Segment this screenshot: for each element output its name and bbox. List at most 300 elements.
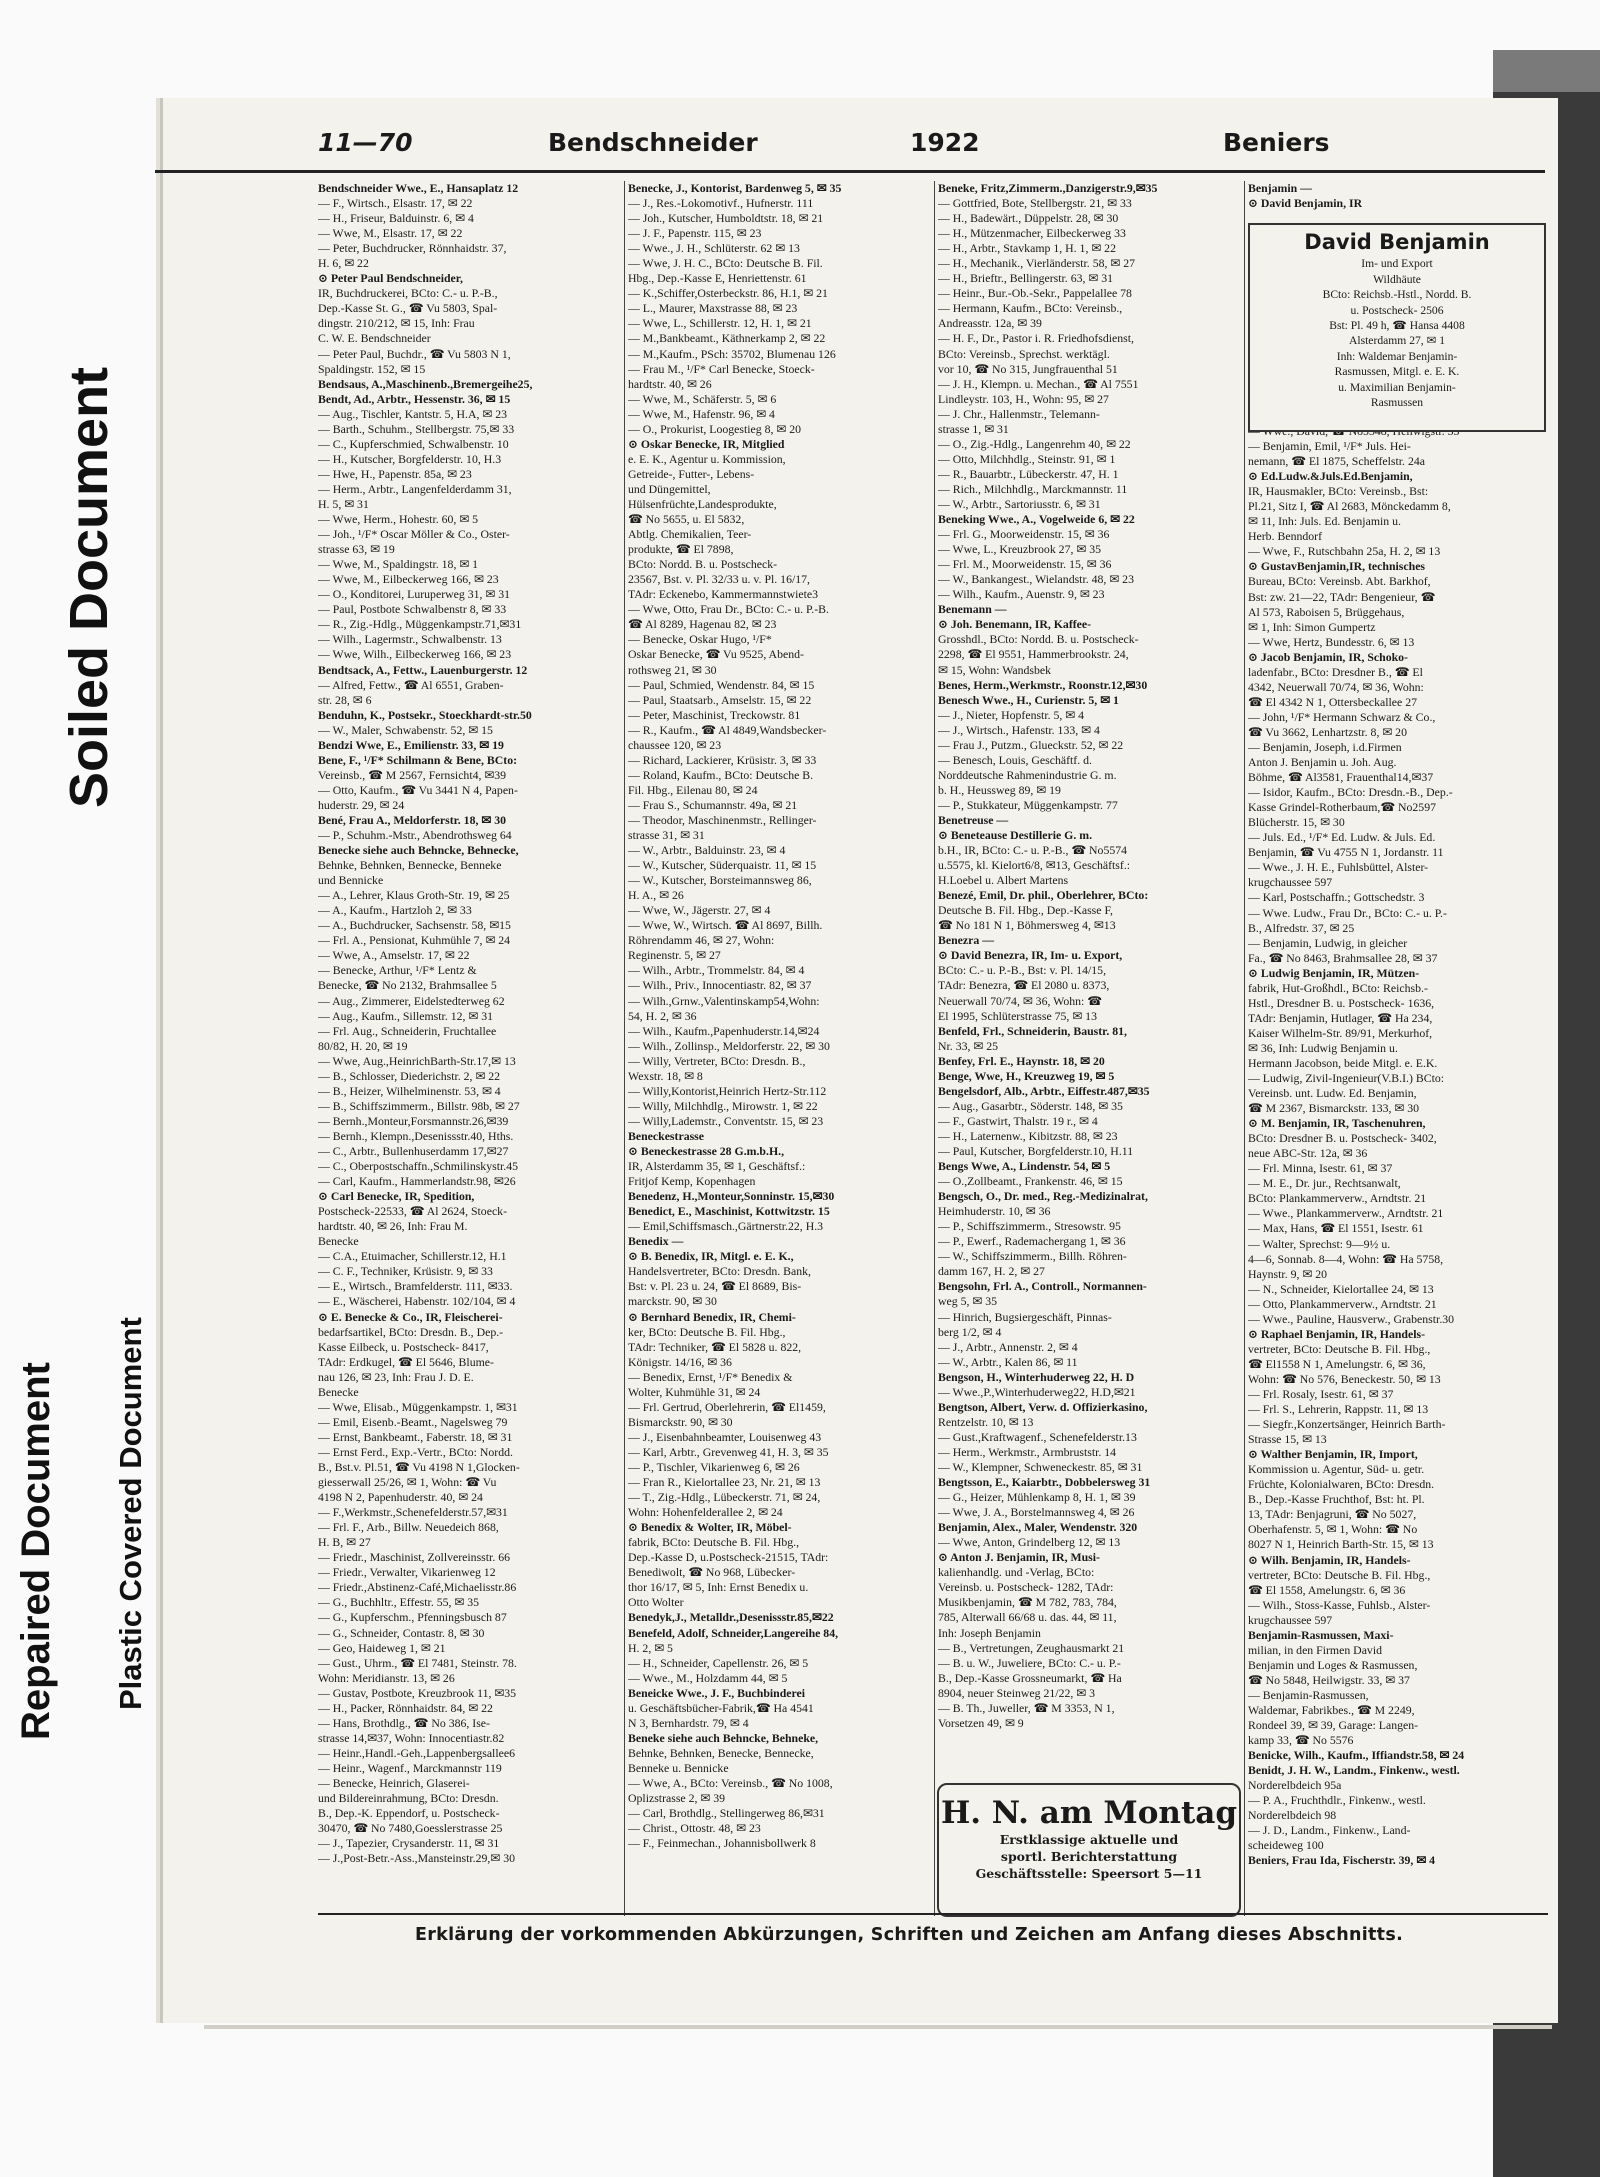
directory-entry: — H., Mechanik., Vierländerstr. 58, ✉ 27 xyxy=(938,256,1136,271)
directory-entry: BCto: Plankammerverw., Arndtstr. 21 xyxy=(1248,1191,1427,1206)
directory-entry: Benecke xyxy=(318,1234,359,1249)
directory-entry: TAdr: Benezra, ☎ El 2080 u. 8373, xyxy=(938,978,1110,993)
directory-entry: — Willy, Vertreter, BCto: Dresdn. B., xyxy=(628,1053,806,1068)
directory-entry: Benedenz, H.,Monteur,Sonninstr. 15,✉30 xyxy=(628,1189,835,1204)
directory-entry: milian, in den Firmen David xyxy=(1248,1642,1383,1657)
directory-entry: — Isidor, Kaufm., BCto: Dresdn.-B., Dep.- xyxy=(1248,785,1453,800)
column-divider xyxy=(1244,181,1245,1916)
directory-entry: Benicke, Wilh., Kaufm., Iffiandstr.58, ✉ 24 xyxy=(1248,1748,1465,1763)
directory-column-1 xyxy=(318,181,621,1911)
directory-entry: ⊙ Oskar Benecke, IR, Mitglied xyxy=(628,436,785,451)
directory-entry: Reginenstr. 5, ✉ 27 xyxy=(628,948,721,963)
directory-entry: ☎ No 5848, Heilwigstr. 33, ✉ 37 xyxy=(1248,1672,1410,1687)
page-bottom-edge xyxy=(204,2025,1552,2029)
directory-entry: H.Loebel u. Albert Martens xyxy=(938,873,1069,888)
directory-entry: 30470, ☎ No 7480,Goesslerstrasse 25 xyxy=(318,1821,503,1836)
directory-entry: IR, Hausmakler, BCto: Vereinsb., Bst: xyxy=(1248,484,1429,499)
directory-entry: ⊙ Beneteause Destillerie G. m. xyxy=(938,828,1093,843)
directory-entry: — J., Wirtsch., Hafenstr. 133, ✉ 4 xyxy=(938,722,1100,737)
directory-entry: Vereinsb. unt. Ludw. Ed. Benjamin, xyxy=(1248,1086,1417,1101)
directory-entry: IR, Buchdruckerei, BCto: C.- u. P.-B., xyxy=(318,286,498,301)
directory-entry: kamp 33, ☎ No 5576 xyxy=(1248,1733,1354,1748)
directory-entry: — P., Schuhm.-Mstr., Abendrothsweg 64 xyxy=(318,828,512,843)
page-number: 11—70 xyxy=(318,128,413,157)
directory-entry: — Willy,Lademstr., Conventstr. 15, ✉ 23 xyxy=(628,1113,824,1128)
directory-entry: — Ludwig, Zivil-Ingenieur(V.B.I.) BCto: xyxy=(1248,1071,1445,1086)
directory-entry: Benge, Wwe, H., Kreuzweg 19, ✉ 5 xyxy=(938,1068,1115,1083)
directory-entry: 4342, Neuerwall 70/74, ✉ 36, Wohn: xyxy=(1248,679,1424,694)
directory-entry: fabrik, Hut-Großhdl., BCto: Reichsb.- xyxy=(1248,980,1428,995)
directory-entry: — Hinrich, Bugsiergeschäft, Pinnas- xyxy=(938,1309,1112,1324)
directory-entry: N 3, Bernhardstr. 79, ✉ 4 xyxy=(628,1715,749,1730)
directory-entry: — Wwe, A., BCto: Vereinsb., ☎ No 1008, xyxy=(628,1775,833,1790)
directory-entry: Benjamin-Rasmussen, Maxi- xyxy=(1248,1627,1394,1642)
directory-entry: BCto: Dresdner B. u. Postscheck- 3402, xyxy=(1248,1131,1437,1146)
directory-entry: Bengson, H., Winterhuderweg 22, H. D xyxy=(938,1369,1135,1384)
directory-entry: ☎ Vu 3662, Lenhartzstr. 8, ✉ 20 xyxy=(1248,724,1407,739)
directory-entry: ☎ El 4342 N 1, Ottersbeckallee 27 xyxy=(1248,694,1417,709)
directory-entry: neue ABC-Str. 12a, ✉ 36 xyxy=(1248,1146,1368,1161)
directory-entry: — Wilh., Priv., Innocentiastr. 82, ✉ 37 xyxy=(628,978,812,993)
directory-entry: ✉ 1, Inh: Simon Gumpertz xyxy=(1248,619,1376,634)
directory-entry: — C., Kupferschmied, Schwalbenstr. 10 xyxy=(318,436,509,451)
directory-entry: ⊙ Wilh. Benjamin, IR, Handels- xyxy=(1248,1552,1411,1567)
directory-entry: str. 28, ✉ 6 xyxy=(318,692,372,707)
directory-entry: chaussee 120, ✉ 23 xyxy=(628,737,722,752)
directory-entry: Benidt, J. H. W., Landm., Finkenw., westl. xyxy=(1248,1763,1460,1778)
directory-entry: — Gust., Uhrm., ☎ El 7481, Steinstr. 78. xyxy=(318,1655,517,1670)
directory-entry: Kasse Grindel-Rotherbaum,☎ No2597 xyxy=(1248,800,1437,815)
directory-entry: — B., Schiffszimmerm., Billstr. 98b, ✉ 27 xyxy=(318,1098,520,1113)
directory-entry: b.H., IR, BCto: C.- u. P.-B., ☎ No5574 xyxy=(938,843,1128,858)
directory-entry: — W., Arbtr., Sartoriusstr. 6, ✉ 31 xyxy=(938,496,1101,511)
directory-entry: — R., Kaufm., ☎ Al 4849,Wandsbecker- xyxy=(628,722,827,737)
directory-entry: Bismarckstr. 90, ✉ 30 xyxy=(628,1414,733,1429)
directory-entry: — O., Zig.-Hdlg., Langenrehm 40, ✉ 22 xyxy=(938,436,1131,451)
directory-entry: Benefeld, Adolf, Schneider,Langereihe 84, xyxy=(628,1625,839,1640)
directory-entry: — H., Schneider, Capellenstr. 26, ✉ 5 xyxy=(628,1655,809,1670)
directory-entry: — W., Kutscher, Borsteimannsweg 86, xyxy=(628,873,812,888)
directory-entry: IR, Alsterdamm 35, ✉ 1, Geschäftsf.: xyxy=(628,1159,806,1174)
column-divider xyxy=(934,181,935,1916)
directory-entry: — A., Kaufm., Hartzloh 2, ✉ 33 xyxy=(318,903,472,918)
directory-entry: — Walter, Sprechst: 9—9½ u. xyxy=(1248,1236,1391,1251)
directory-entry: Blücherstr. 15, ✉ 30 xyxy=(1248,815,1345,830)
directory-entry: — J. F., Papenstr. 115, ✉ 23 xyxy=(628,226,762,241)
directory-entry: Hülsenfrüchte,Landesprodukte, xyxy=(628,496,777,511)
directory-entry: krugchaussee 597 xyxy=(1248,1612,1333,1627)
directory-entry: Beneicke Wwe., J. F., Buchbinderei xyxy=(628,1685,806,1700)
directory-entry: — Theodor, Maschinenmstr., Rellinger- xyxy=(628,812,817,827)
header-rule xyxy=(155,170,1545,173)
directory-entry: Nr. 33, ✉ 25 xyxy=(938,1038,999,1053)
directory-entry: — Rich., Milchhdlg., Marckmannstr. 11 xyxy=(938,481,1128,496)
directory-entry: Bengelsdorf, Alb., Arbtr., Eiffestr.487,✉35 xyxy=(938,1083,1150,1098)
ad-line: Wildhäute xyxy=(1373,272,1421,286)
ad-line: Im- und Export xyxy=(1361,257,1433,271)
directory-entry: Norderelbdeich 95a xyxy=(1248,1778,1342,1793)
directory-entry: Benezra — xyxy=(938,933,995,948)
directory-entry: Bendzi Wwe, E., Emilienstr. 33, ✉ 19 xyxy=(318,737,504,752)
directory-entry: strasse 63, ✉ 19 xyxy=(318,542,395,557)
directory-entry: dingstr. 210/212, ✉ 15, Inh: Frau xyxy=(318,316,475,331)
directory-entry: kalienhandlg. und -Verlag, BCto: xyxy=(938,1565,1095,1580)
directory-entry: ⊙ Bernhard Benedix, IR, Chemi- xyxy=(628,1309,796,1324)
directory-entry: — R., Bauarbtr., Lübeckerstr. 47, H. 1 xyxy=(938,466,1119,481)
directory-entry: ⊙ B. Benedix, IR, Mitgl. e. E. K., xyxy=(628,1249,794,1264)
ad-title: H. N. am Montag xyxy=(940,1795,1238,1831)
ad-line: u. Postscheck- 2506 xyxy=(1350,303,1444,317)
directory-entry: Königstr. 14/16, ✉ 36 xyxy=(628,1354,732,1369)
directory-entry: Benjamin — xyxy=(1248,181,1312,195)
directory-entry: — G., Schneider, Contastr. 8, ✉ 30 xyxy=(318,1625,485,1640)
directory-entry: — Wwe., J. H., Schlüterstr. 62 ✉ 13 xyxy=(628,241,800,256)
directory-entry: — M.,Kaufm., PSch: 35702, Blumenau 126 xyxy=(628,346,836,361)
ad-body xyxy=(1250,256,1544,410)
directory-entry: — Hwe, H., Papenstr. 85a, ✉ 23 xyxy=(318,466,472,481)
directory-entry: — Joh., ¹/F* Oscar Möller & Co., Oster- xyxy=(318,527,510,542)
directory-entry: Oberhafenstr. 5, ✉ 1, Wohn: ☎ No xyxy=(1248,1522,1418,1537)
directory-entry: — W., Maler, Schwabenstr. 52, ✉ 15 xyxy=(318,722,493,737)
directory-entry: ⊙ GustavBenjamin,IR, technisches xyxy=(1248,559,1426,574)
ad-line: Rasmussen, Mitgl. e. E. K. xyxy=(1334,365,1460,379)
directory-entry: Bengtsson, E., Kaiarbtr., Dobbelersweg 31 xyxy=(938,1475,1151,1490)
directory-entry: ☎ M 2367, Bismarckstr. 133, ✉ 30 xyxy=(1248,1101,1420,1116)
directory-entry: produkte, ☎ El 7898, xyxy=(628,542,734,557)
directory-entry: — C., Oberpostschaffn.,Schmilinskystr.45 xyxy=(318,1159,518,1174)
directory-entry: — Aug., Gasarbtr., Söderstr. 148, ✉ 35 xyxy=(938,1098,1123,1113)
directory-entry: — Aug., Kaufm., Sillemstr. 12, ✉ 31 xyxy=(318,1008,494,1023)
directory-entry: — Frau S., Schumannstr. 49a, ✉ 21 xyxy=(628,797,798,812)
directory-entry: Herb. Benndorf xyxy=(1248,529,1323,544)
directory-entry: — J., Tapezier, Crysanderstr. 11, ✉ 31 xyxy=(318,1836,500,1851)
directory-entry: ⊙ E. Benecke & Co., IR, Fleischerei- xyxy=(318,1309,503,1324)
directory-entry: Benecke siehe auch Behncke, Behnecke, xyxy=(318,843,519,858)
directory-entry: Wohn: Hohenfelderallee 2, ✉ 24 xyxy=(628,1505,783,1520)
directory-entry: — Wwe, Herm., Hohestr. 60, ✉ 5 xyxy=(318,512,479,527)
directory-entry: ⊙ Ed.Ludw.&Juls.Ed.Benjamin, xyxy=(1248,469,1413,484)
directory-entry: — Benjamin, Joseph, i.d.Firmen xyxy=(1248,739,1402,754)
directory-entry: — Alfred, Fettw., ☎ Al 6551, Graben- xyxy=(318,677,504,692)
directory-entry: — Heinr.,Handl.-Geh.,Lappenbergsallee6 xyxy=(318,1745,515,1760)
directory-entry: — W., Schiffszimmerm., Billh. Röhren- xyxy=(938,1249,1127,1264)
directory-entry: hardtstr. 40, ✉ 26, Inh: Frau M. xyxy=(318,1219,468,1234)
directory-entry: — Frl. Gertrud, Oberlehrerin, ☎ El1459, xyxy=(628,1399,826,1414)
directory-entry: — Paul, Postbote Schwalbenstr 8, ✉ 33 xyxy=(318,602,507,617)
directory-entry: — Wwe, J. A., Borstelmannsweg 4, ✉ 26 xyxy=(938,1505,1135,1520)
ad-line: sportl. Berichterstattung xyxy=(1000,1849,1178,1864)
directory-entry: — Otto, Plankammerverw., Arndtstr. 21 xyxy=(1248,1296,1437,1311)
column-divider xyxy=(624,181,625,1916)
directory-entry: ⊙ David Benjamin, IR xyxy=(1248,196,1363,210)
directory-entry: — J., Arbtr., Annenstr. 2, ✉ 4 xyxy=(938,1339,1078,1354)
directory-entry: Wexstr. 18, ✉ 8 xyxy=(628,1068,703,1083)
directory-entry: Benediwolt, ☎ No 968, Lübecker- xyxy=(628,1565,796,1580)
directory-entry: Deutsche B. Fil. Hbg., Dep.-Kasse F, xyxy=(938,903,1114,918)
directory-entry: — M.,Bankbeamt., Käthnerkamp 2, ✉ 22 xyxy=(628,331,826,346)
directory-entry: Benjamin, ☎ Vu 4755 N 1, Jordanstr. 11 xyxy=(1248,845,1444,860)
directory-entry: strasse 1, ✉ 31 xyxy=(938,421,1009,436)
directory-entry: — O.,Zollbeamt., Frankenstr. 46, ✉ 15 xyxy=(938,1174,1123,1189)
directory-entry: — Wwe., M., Holzdamm 44, ✉ 5 xyxy=(628,1670,788,1685)
directory-entry: — Benecke, Heinrich, Glaserei- xyxy=(318,1775,470,1790)
directory-entry: — Wwe.,P.,Winterhuderweg22, H.D,✉21 xyxy=(938,1384,1136,1399)
ad-line: Geschäftsstelle: Speersort 5—11 xyxy=(975,1866,1203,1881)
directory-entry: Beneke siehe auch Behncke, Behneke, xyxy=(628,1730,819,1745)
directory-entry: — Barth., Schuhm., Stellbergstr. 75,✉ 33 xyxy=(318,421,515,436)
directory-entry: nau 126, ✉ 23, Inh: Frau J. D. E. xyxy=(318,1369,474,1384)
directory-entry: — C. F., Techniker, Krüsistr. 9, ✉ 33 xyxy=(318,1264,493,1279)
directory-entry: Vorsetzen 49, ✉ 9 xyxy=(938,1715,1024,1730)
directory-entry: Fil. Hbg., Eilenau 80, ✉ 24 xyxy=(628,782,758,797)
directory-entry: Früchte, Kolonialwaren, BCto: Dresdn. xyxy=(1248,1477,1435,1492)
directory-entry: Beneking Wwe., A., Vogelweide 6, ✉ 22 xyxy=(938,512,1135,527)
directory-entry: — J., Nieter, Hopfenstr. 5, ✉ 4 xyxy=(938,707,1085,722)
directory-entry: — Wwe, W., Wirtsch. ☎ Al 8697, Billh. xyxy=(628,918,823,933)
directory-entry: — Benjamin, Emil, ¹/F* Juls. Hei- xyxy=(1248,439,1411,454)
directory-entry: — Wwe, Anton, Grindelberg 12, ✉ 13 xyxy=(938,1535,1121,1550)
directory-entry: — F.,Werkmstr.,Schenefelderstr.57,✉31 xyxy=(318,1505,508,1520)
directory-entry: Al 573, Raboisen 5, Brüggehaus, xyxy=(1248,604,1405,619)
directory-entry: Bengs Wwe, A., Lindenstr. 54, ✉ 5 xyxy=(938,1159,1111,1174)
directory-entry: — Wwe, Elisab., Müggenkampstr. 1, ✉31 xyxy=(318,1399,518,1414)
directory-entry: Benezé, Emil, Dr. phil., Oberlehrer, BCto: xyxy=(938,888,1149,903)
directory-entry: Hbg., Dep.-Kasse E, Henriettenstr. 61 xyxy=(628,271,807,286)
directory-entry: Bst: zw. 21—22, TAdr: Bengenieur, ☎ xyxy=(1248,589,1436,604)
directory-entry: Benduhn, K., Postsekr., Stoeckhardt-str.50 xyxy=(318,707,532,722)
directory-entry: — Benedix, Ernst, ¹/F* Benedix & xyxy=(628,1369,793,1384)
directory-entry: — Wwe., Plankammerverw., Arndtstr. 21 xyxy=(1248,1206,1444,1221)
directory-entry: — N., Schneider, Kielortallee 24, ✉ 13 xyxy=(1248,1281,1434,1296)
directory-entry: Kasse Eilbeck, u. Postscheck- 8417, xyxy=(318,1339,489,1354)
directory-entry: — Friedr., Verwalter, Vikarienweg 12 xyxy=(318,1565,496,1580)
directory-entry: weg 5, ✉ 35 xyxy=(938,1294,998,1309)
directory-entry: und Bildereinrahmung, BCto: Dresdn. xyxy=(318,1791,499,1806)
david-benjamin-advertisement xyxy=(1248,223,1546,432)
directory-entry: Norddeutsche Rahmenindustrie G. m. xyxy=(938,767,1117,782)
directory-entry: H. 5, ✉ 31 xyxy=(318,496,369,511)
directory-entry: — Carl, Kaufm., Hammerlandstr.98, ✉26 xyxy=(318,1174,516,1189)
directory-entry: — Frl. G., Moorweidenstr. 15, ✉ 36 xyxy=(938,527,1110,542)
directory-entry: — Wwe, M., Hafenstr. 96, ✉ 4 xyxy=(628,406,775,421)
directory-entry: — W., Kutscher, Süderquaistr. 11, ✉ 15 xyxy=(628,858,817,873)
directory-entry: — R., Zig.-Hdlg., Müggenkampstr.71,✉31 xyxy=(318,617,522,632)
directory-entry: — Wwe. Ludw., Frau Dr., BCto: C.- u. P.- xyxy=(1248,905,1447,920)
directory-entry: Hermann Jacobson, beide Mitgl. e. E.K. xyxy=(1248,1055,1438,1070)
directory-entry: — Paul, Schmied, Wendenstr. 84, ✉ 15 xyxy=(628,677,815,692)
directory-entry: — Paul, Kutscher, Borgfelderstr.10, H.11 xyxy=(938,1144,1134,1158)
directory-entry: B., Dep.-Kasse Fruchthof, Bst: ht. Pl. xyxy=(1248,1492,1425,1507)
directory-entry: strasse 31, ✉ 31 xyxy=(628,828,705,843)
directory-entry: — P. A., Fruchthdlr., Finkenw., westl. xyxy=(1248,1793,1426,1808)
directory-entry: vertreter, BCto: Deutsche B. Fil. Hbg., xyxy=(1248,1341,1431,1356)
ad-line: Alsterdamm 27, ✉ 1 xyxy=(1348,334,1445,348)
directory-entry: — G., Buchhltr., Effestr. 55, ✉ 35 xyxy=(318,1595,480,1610)
ad-line: Erstklassige aktuelle und xyxy=(999,1832,1179,1847)
directory-entry: — Geo, Haideweg 1, ✉ 21 xyxy=(318,1640,446,1655)
directory-entry: Abtlg. Chemikalien, Teer- xyxy=(628,527,752,542)
directory-entry: TAdr: Benjamin, Hutlager, ☎ Ha 234, xyxy=(1248,1010,1433,1025)
directory-entry: — Ernst Ferd., Exp.-Vertr., BCto: Nordd. xyxy=(318,1444,513,1459)
directory-entry: — F., Wirtsch., Elsastr. 17, ✉ 22 xyxy=(318,196,473,211)
directory-entry: — Wwe, Aug.,HeinrichBarth-Str.17,✉ 13 xyxy=(318,1053,516,1068)
directory-column-3 xyxy=(938,181,1241,1781)
ad-line: Rasmussen xyxy=(1370,396,1424,410)
directory-entry: — Roland, Kaufm., BCto: Deutsche B. xyxy=(628,767,814,782)
directory-entry: — Max, Hans, ☎ El 1551, Isestr. 61 xyxy=(1248,1221,1424,1236)
directory-entry: — W., Bankangest., Wielandstr. 48, ✉ 23 xyxy=(938,572,1134,587)
directory-entry: — Bernh.,Monteur,Forsmannstr.26,✉39 xyxy=(318,1113,509,1128)
directory-entry: — O., Konditorei, Luruperweg 31, ✉ 31 xyxy=(318,587,511,602)
directory-entry: strasse 14,✉37, Wohn: Innocentiastr.82 xyxy=(318,1730,505,1745)
directory-entry: — Heinr., Wagenf., Marckmannstr 119 xyxy=(318,1760,502,1775)
directory-entry: Benfey, Frl. E., Haynstr. 18, ✉ 20 xyxy=(938,1053,1105,1068)
directory-entry: Vereinsb., ☎ M 2567, Fernsicht4, ✉39 xyxy=(318,767,507,782)
directory-entry: ☎ El 1558, Amelungstr. 6, ✉ 36 xyxy=(1248,1582,1406,1597)
directory-entry: Benecke xyxy=(318,1384,359,1399)
directory-entry: — Benecke, Arthur, ¹/F* Lentz & xyxy=(318,963,477,978)
directory-entry: — Wilh., Lagermstr., Schwalbenstr. 13 xyxy=(318,632,502,647)
directory-entry: — Wwe, F., Rutschbahn 25a, H. 2, ✉ 13 xyxy=(1248,544,1441,559)
directory-entry: Benjamin und Loges & Rasmussen, xyxy=(1248,1657,1418,1672)
directory-entry: — Wilh., Kaufm.,Papenhuderstr.14,✉24 xyxy=(628,1023,820,1038)
directory-column-4 xyxy=(1248,181,1545,1911)
soiled-document-label: Soiled Document xyxy=(59,366,119,808)
directory-entry: Wohn: Meridianstr. 13, ✉ 26 xyxy=(318,1670,455,1685)
directory-entry: — H., Arbtr., Stavkamp 1, H. 1, ✉ 22 xyxy=(938,241,1116,256)
directory-entry: — Hermann, Kaufm., BCto: Vereinsb., xyxy=(938,301,1123,316)
directory-entry: — K.,Schiffer,Osterbeckstr. 86, H.1, ✉ 21 xyxy=(628,286,828,301)
directory-entry: — B., Vertretungen, Zeughausmarkt 21 xyxy=(938,1640,1125,1655)
directory-entry: — Frl. Aug., Schneiderin, Fruchtallee xyxy=(318,1023,497,1038)
directory-entry: Kommission u. Agentur, Süd- u. getr. xyxy=(1248,1462,1425,1477)
directory-entry: Benedict, E., Maschinist, Kottwitzstr. 15 xyxy=(628,1204,830,1219)
directory-entry: TAdr: Techniker, ☎ El 5828 u. 822, xyxy=(628,1339,802,1354)
directory-entry: — Peter, Buchdrucker, Rönnhaidstr. 37, xyxy=(318,241,507,256)
directory-entry: — Frau J., Putzm., Glueckstr. 52, ✉ 22 xyxy=(938,737,1124,752)
directory-entry: Kaiser Wilhelm-Str. 89/91, Merkurhof, xyxy=(1248,1025,1433,1040)
directory-entry: — B. u. W., Juweliere, BCto: C.- u. P.- xyxy=(938,1655,1121,1670)
directory-entry: — Wilh.,Grnw.,Valentinskamp54,Wohn: xyxy=(628,993,820,1008)
directory-entry: Hstl., Dresdner B. u. Postscheck- 1636, xyxy=(1248,995,1435,1010)
directory-entry: — Benesch, Louis, Geschäftf. d. xyxy=(938,752,1092,767)
ad-line: Bst: Pl. 49 h, ☎ Hansa 4408 xyxy=(1329,319,1465,333)
directory-entry: — Paul, Staatsarb., Amselstr. 15, ✉ 22 xyxy=(628,692,812,707)
directory-entry: — Benecke, Oskar Hugo, ¹/F* xyxy=(628,632,772,647)
directory-entry: — Peter Paul, Buchdr., ☎ Vu 5803 N 1, xyxy=(318,346,511,361)
directory-entry: u. Geschäftsbücher-Fabrik,☎ Ha 4541 xyxy=(628,1700,814,1715)
directory-entry: — Wwe, L., Schillerstr. 12, H. 1, ✉ 21 xyxy=(628,316,812,331)
directory-entry: — Wwe, Hertz, Bundesstr. 6, ✉ 13 xyxy=(1248,634,1415,649)
directory-entry: Benneke u. Bennicke xyxy=(628,1760,729,1775)
directory-entry: Beniers, Frau Ida, Fischerstr. 39, ✉ 4 xyxy=(1248,1853,1436,1868)
directory-entry: giesserwall 25/26, ✉ 1, Wohn: ☎ Vu xyxy=(318,1475,497,1490)
directory-entry: fabrik, BCto: Deutsche B. Fil. Hbg., xyxy=(628,1535,800,1550)
directory-entry: Dep.-Kasse D, u.Postscheck-21515, TAdr: xyxy=(628,1550,829,1565)
directory-entry: — Willy,Kontorist,Heinrich Hertz-Str.112 xyxy=(628,1083,827,1098)
plastic-covered-document-label: Plastic Covered Document xyxy=(113,1317,148,1710)
directory-entry: — Frl. Minna, Isestr. 61, ✉ 37 xyxy=(1248,1161,1393,1176)
directory-entry: — Frl. M., Moorweidenstr. 15, ✉ 36 xyxy=(938,557,1112,572)
directory-entry: — F., Gastwirt, Thalstr. 19 r., ✉ 4 xyxy=(938,1113,1098,1128)
repaired-document-label: Repaired Document xyxy=(14,1362,58,1740)
directory-entry: BCto: Nordd. B. u. Postscheck- xyxy=(628,557,778,572)
directory-entry: 23567, Bst. v. Pl. 32/33 u. v. Pl. 16/17, xyxy=(628,572,810,587)
directory-entry: — Karl, Postschaffn.; Gottschedstr. 3 xyxy=(1248,890,1425,905)
directory-entry: ⊙ Jacob Benjamin, IR, Schoko- xyxy=(1248,649,1408,664)
directory-entry: Rentzelstr. 10, ✉ 13 xyxy=(938,1414,1034,1429)
directory-entry: — B., Schlosser, Diederichstr. 2, ✉ 22 xyxy=(318,1068,501,1083)
directory-entry: — Friedr., Maschinist, Zollvereinsstr. 66 xyxy=(318,1550,511,1565)
directory-entry: Benecke, ☎ No 2132, Brahmsallee 5 xyxy=(318,978,497,993)
directory-entry: thor 16/17, ✉ 5, Inh: Ernst Benedix u. xyxy=(628,1580,809,1595)
directory-entry: 54, H. 2, ✉ 36 xyxy=(628,1008,697,1023)
directory-entry: Wolter, Kuhmühle 31, ✉ 24 xyxy=(628,1384,761,1399)
directory-entry: — Benjamin, Ludwig, in gleicher xyxy=(1248,935,1408,950)
directory-entry: C. W. E. Bendschneider xyxy=(318,331,431,346)
directory-entry: — B. Th., Juweller, ☎ M 3353, N 1, xyxy=(938,1700,1115,1715)
directory-entry: Norderelbdeich 98 xyxy=(1248,1808,1337,1823)
directory-entry: — Gustav, Postbote, Kreuzbrook 11, ✉35 xyxy=(318,1685,517,1700)
directory-entry: — H., Kutscher, Borgfelderstr. 10, H.3 xyxy=(318,451,502,466)
directory-entry: ⊙ M. Benjamin, IR, Taschenuhren, xyxy=(1248,1116,1426,1131)
directory-entry: — John, ¹/F* Hermann Schwarz & Co., xyxy=(1248,709,1436,724)
directory-entry: ⊙ David Benezra, IR, Im- u. Export, xyxy=(938,948,1123,963)
directory-entry: TAdr: Eckenebo, Kammermannstwiete3 xyxy=(628,587,819,602)
directory-entry: — Benjamin-Rasmussen, xyxy=(1248,1687,1369,1702)
directory-entry: — Wwe, Wilh., Eilbeckerweg 166, ✉ 23 xyxy=(318,647,512,662)
directory-entry: — Bernh., Klempn.,Desenissstr.40, Hths. xyxy=(318,1128,514,1143)
directory-entry: — Ernst, Bankbeamt., Faberstr. 18, ✉ 31 xyxy=(318,1429,513,1444)
directory-entry: BCto: Vereinsb., Sprechst. werktägl. xyxy=(938,346,1110,361)
directory-entry: — Wwe, L., Kreuzbrook 27, ✉ 35 xyxy=(938,542,1101,557)
ad-line: u. Maximilian Benjamin- xyxy=(1338,380,1456,394)
directory-entry: — Wwe, M., Schäferstr. 5, ✉ 6 xyxy=(628,391,777,406)
directory-entry: — Wwe, M., Spaldingstr. 18, ✉ 1 xyxy=(318,557,479,572)
directory-entry: — P., Schiffszimmerm., Stresowstr. 95 xyxy=(938,1219,1121,1234)
directory-entry: — Heinr., Bur.-Ob.-Sekr., Pappelallee 78 xyxy=(938,286,1132,301)
directory-entry: — E., Wäscherei, Habenstr. 102/104, ✉ 4 xyxy=(318,1294,516,1309)
directory-entry: — A., Buchdrucker, Sachsenstr. 58, ✉15 xyxy=(318,918,511,933)
directory-entry: — W., Klempner, Schweneckestr. 85, ✉ 31 xyxy=(938,1459,1143,1474)
directory-entry: — P., Ewerf., Rademachergang 1, ✉ 36 xyxy=(938,1234,1126,1249)
directory-entry: Waldemar, Fabrikbes., ☎ M 2249, xyxy=(1248,1702,1415,1717)
directory-entry: Oskar Benecke, ☎ Vu 9525, Abend- xyxy=(628,647,804,662)
directory-entry: — Peter, Maschinist, Treckowstr. 81 xyxy=(628,707,801,722)
directory-entry: — J., Eisenbahnbeamter, Louisenweg 43 xyxy=(628,1429,822,1444)
directory-entry: Heimhuderstr. 10, ✉ 36 xyxy=(938,1204,1051,1219)
directory-entry: Benes, Herm.,Werkmstr., Roonstr.12,✉30 xyxy=(938,677,1148,692)
directory-entry: ☎ Al 8289, Hagenau 82, ✉ 23 xyxy=(628,617,777,632)
directory-entry: — Wilh., Arbtr., Trommelstr. 84, ✉ 4 xyxy=(628,963,805,978)
directory-entry: — Wwe, M., Eilbeckerweg 166, ✉ 23 xyxy=(318,572,499,587)
directory-entry: — G., Heizer, Mühlenkamp 8, H. 1, ✉ 39 xyxy=(938,1490,1136,1505)
directory-entry: — A., Lehrer, Klaus Groth-Str. 19, ✉ 25 xyxy=(318,888,510,903)
directory-entry: — H., Badewärt., Düppelstr. 28, ✉ 30 xyxy=(938,211,1119,226)
directory-entry: ⊙ Peter Paul Bendschneider, xyxy=(318,271,463,286)
directory-entry: e. E. K., Agentur u. Kommission, xyxy=(628,451,786,466)
directory-entry: — Fran R., Kielortallee 23, Nr. 21, ✉ 13 xyxy=(628,1475,821,1490)
directory-entry: ☎ No 181 N 1, Böhmersweg 4, ✉13 xyxy=(938,918,1116,933)
scanner-edge-light xyxy=(1493,50,1600,92)
directory-entry: Benecke, J., Kontorist, Bardenweg 5, ✉ 35 xyxy=(628,181,842,195)
directory-entry: — Frl. S., Lehrerin, Rappstr. 11, ✉ 13 xyxy=(1248,1402,1429,1417)
directory-entry: Anton J. Benjamin u. Joh. Aug. xyxy=(1248,755,1397,770)
directory-entry: ✉ 36, Inh: Ludwig Benjamin u. xyxy=(1248,1040,1398,1055)
directory-entry: Benfeld, Frl., Schneiderin, Baustr. 81, xyxy=(938,1023,1127,1038)
ad-title: David Benjamin xyxy=(1304,230,1490,254)
directory-entry: ☎ El1558 N 1, Amelungstr. 6, ✉ 36, xyxy=(1248,1356,1426,1371)
